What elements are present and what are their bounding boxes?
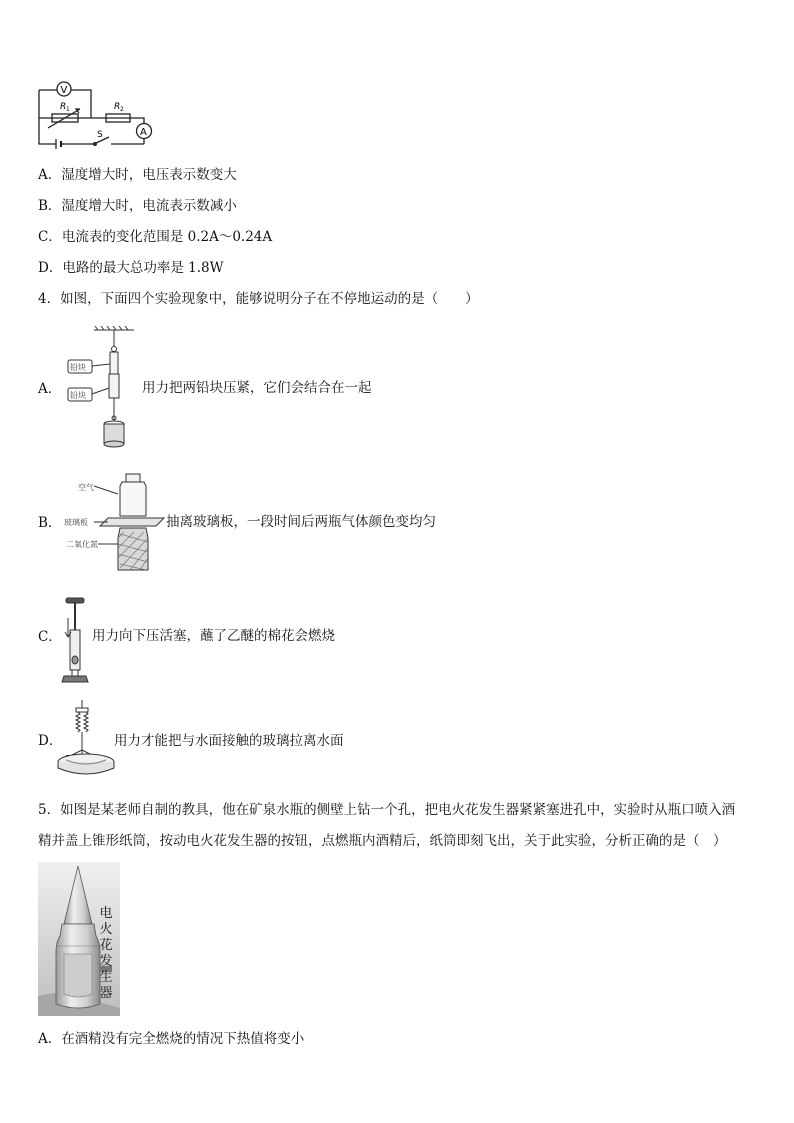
q4-option-c-letter: C． (38, 629, 62, 645)
r2-sub: 2 (120, 106, 124, 113)
q5-option-a: A．在酒精没有完全燃烧的情况下热值将变小 (38, 1031, 305, 1047)
lead-label-bottom: 铅块 (70, 391, 86, 400)
circuit-diagram (34, 76, 162, 152)
q4-option-a-text: 用力把两铅块压紧，它们会结合在一起 (142, 380, 372, 396)
q3-option-a: A．湿度增大时，电压表示数变大 (38, 167, 237, 183)
label-char: 发 (99, 954, 113, 969)
spark-generator-label (98, 906, 114, 1002)
label-char: 电 (99, 906, 113, 921)
q4-option-a-letter: A． (38, 381, 62, 397)
label-char: 器 (99, 986, 113, 1001)
air-label: 空气 (78, 483, 94, 492)
q3-option-d: D．电路的最大总功率是 1.8W (38, 260, 224, 276)
label-char: 生 (99, 970, 113, 985)
q4-stem: 4．如图，下面四个实验现象中，能够说明分子在不停地运动的是（ ） (38, 291, 479, 307)
q4-option-d-letter: D． (38, 733, 63, 749)
q4-option-d-text: 用力才能把与水面接触的玻璃拉离水面 (114, 733, 344, 749)
q4-option-c-text: 用力向下压活塞，蘸了乙醚的棉花会燃烧 (92, 628, 335, 644)
voltmeter-label: V (60, 85, 68, 96)
q5-stem-line2: 精并盖上锥形纸筒，按动电火花发生器的按钮，点燃瓶内酒精后，纸筒即刻飞出，关于此实验，分析正确的是（ ） (38, 833, 727, 849)
no2-label: 二氧化氮 (66, 540, 98, 549)
gas-diffusion-figure (64, 472, 168, 578)
glass-plate-label: 玻璃板 (64, 518, 88, 527)
lead-label-top: 铅块 (70, 363, 86, 372)
r1-label: R (60, 102, 67, 112)
q4-option-b-letter: B． (38, 515, 62, 531)
label-char: 花 (99, 938, 113, 953)
q3-option-c: C．电流表的变化范围是 0.2A～0.24A (38, 229, 273, 245)
r2-label: R (114, 102, 121, 112)
switch-label: S (97, 130, 103, 140)
q4-option-b-text: 抽离玻璃板，一段时间后两瓶气体颜色变均匀 (166, 514, 436, 530)
q5-stem-line1: 5．如图是某老师自制的教具，他在矿泉水瓶的侧壁上钻一个孔，把电火花发生器紧紧塞进孔中，实验时从瓶口喷入酒 (38, 802, 736, 818)
ammeter-label: A (140, 127, 147, 138)
piston-figure (58, 596, 92, 684)
q3-option-b: B．湿度增大时，电流表示数减小 (38, 198, 237, 214)
lead-blocks-figure (64, 326, 140, 450)
r1-sub: 1 (66, 106, 70, 113)
label-char: 火 (99, 922, 113, 937)
